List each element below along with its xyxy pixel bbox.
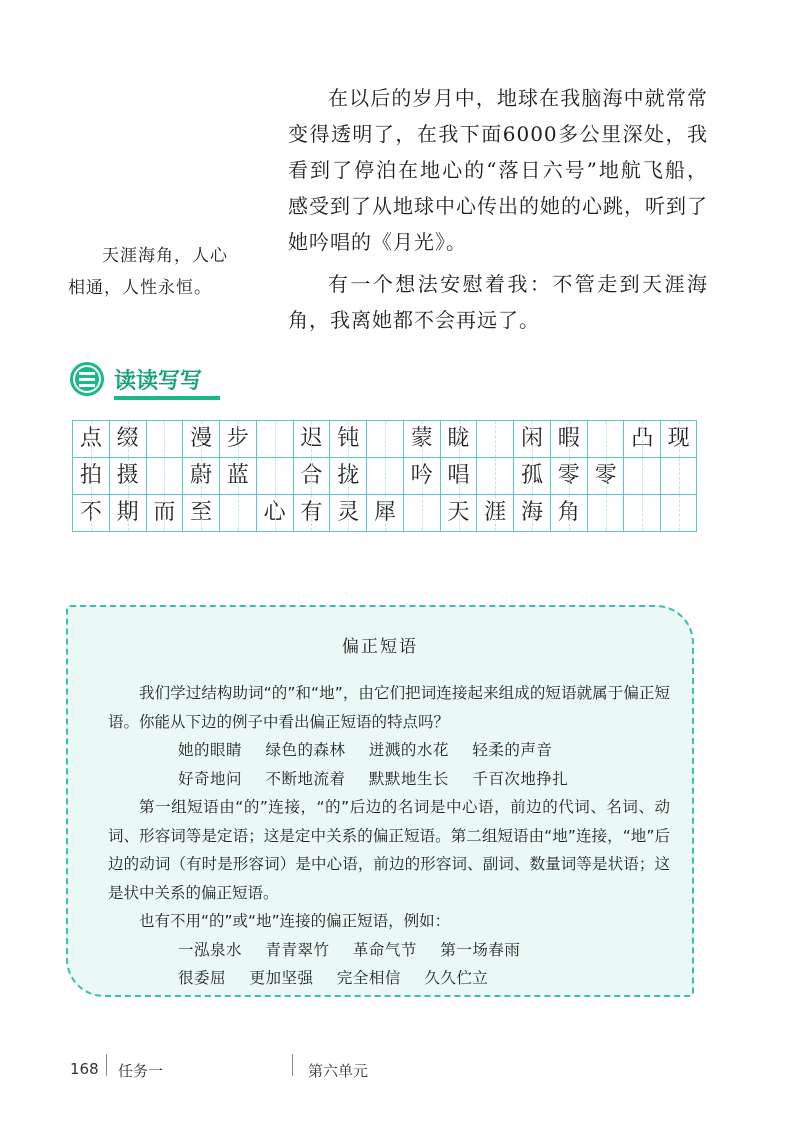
grid-cell [623,495,660,531]
grid-cell: 孤 [513,458,550,494]
grid-cell [476,458,513,494]
grid-cell: 零 [587,458,624,494]
grid-cell: 拢 [329,458,366,494]
footer-unit: 第六单元 [308,1062,369,1080]
examples-plain-row-1 [108,936,670,965]
grid-cell [660,458,697,494]
example-phrase: 第一场春雨 [440,940,521,959]
grid-cell: 角 [550,495,587,531]
footer-task: 任务一 [118,1062,164,1080]
grid-cell: 蓝 [219,458,256,494]
grid-cell: 迟 [293,421,330,457]
grid-cell: 不 [72,495,109,531]
example-phrase: 默默地生长 [368,769,449,788]
grid-cell [403,495,440,531]
grid-cell [256,421,293,457]
grid-cell: 吟 [403,458,440,494]
example-phrase: 完全相信 [336,969,401,987]
page-number: 168 [70,1060,99,1078]
example-phrase: 一泓泉水 [178,940,243,959]
example-phrase: 青青翠竹 [265,940,330,959]
example-phrase: 久久伫立 [424,969,489,987]
footer-divider [292,1054,293,1076]
section-title-underline [114,396,220,400]
examples-plain-row-2 [108,964,670,993]
grid-row-2 [72,458,697,495]
examples-di-row [108,765,670,794]
knowledge-explanation: 第一组短语由“的”连接，“的”后边的名词是中心语，前边的代词、名词、动词、形容词等是定语；这是定中关系的偏正短语。第二组短语由“地”连接，“地”后边的动词（有时是形容词）是中心语，前边的形容词、副词、数量词等是状语；这是状中关系的偏正短语。 [108,798,670,902]
grid-cell: 步 [219,421,256,457]
grid-cell: 蒙 [403,421,440,457]
grid-cell: 拍 [72,458,109,494]
example-phrase: 千百次地挣扎 [472,769,569,788]
grid-cell: 灵 [329,495,366,531]
vocabulary-grid [72,420,697,532]
grid-cell: 点 [72,421,109,457]
example-phrase: 迸溅的水花 [368,741,449,759]
grid-cell: 有 [293,495,330,531]
knowledge-box-title: 偏正短语 [342,637,418,657]
numeral-three-badge-icon [70,362,104,396]
grid-cell [146,421,183,457]
knowledge-box-body [108,679,670,993]
grid-cell: 合 [293,458,330,494]
margin-annotation-line-1: 天涯海角，人心 [102,246,228,266]
grid-cell: 缀 [109,421,146,457]
grid-cell: 而 [146,495,183,531]
grid-cell [219,495,256,531]
example-phrase: 轻柔的声音 [472,741,553,759]
grid-cell [256,458,293,494]
example-phrase: 很委屈 [178,969,227,987]
grid-cell: 天 [440,495,477,531]
grid-cell [623,458,660,494]
story-paragraph-2: 有一个想法安慰着我：不管走到天涯海角，我离她都不会再远了。 [288,272,708,332]
grid-cell: 海 [513,495,550,531]
grid-cell: 至 [182,495,219,531]
grid-cell: 漫 [182,421,219,457]
story-paragraph-1: 在以后的岁月中，地球在我脑海中就常常变得透明了，在我下面6000多公里深处，我看到了停泊在地心的“落日六号”地航飞船，感受到了从地球中心传出的她的心跳，听到了她吟唱的《月光》。 [288,86,708,254]
grid-row-3 [72,495,697,532]
grid-cell: 闲 [513,421,550,457]
grid-cell: 现 [660,421,697,457]
grid-cell [366,421,403,457]
grid-cell [587,421,624,457]
grid-cell: 零 [550,458,587,494]
grid-cell: 暇 [550,421,587,457]
margin-annotation-line-2: 相通，人性永恒。 [68,278,212,298]
grid-row-1 [72,420,697,458]
grid-cell: 钝 [329,421,366,457]
grid-cell: 唱 [440,458,477,494]
grid-cell: 涯 [476,495,513,531]
examples-de-row [108,736,670,765]
grid-cell: 犀 [366,495,403,531]
example-phrase: 更加坚强 [249,969,314,987]
example-phrase: 好奇地问 [178,769,243,788]
grid-cell: 眬 [440,421,477,457]
story-text [288,80,708,338]
example-phrase: 革命气节 [352,940,417,959]
grid-cell [660,495,697,531]
example-phrase: 她的眼睛 [178,741,243,759]
knowledge-box [66,605,694,997]
grid-cell: 蔚 [182,458,219,494]
grid-cell: 期 [109,495,146,531]
grid-cell [587,495,624,531]
grid-cell [366,458,403,494]
grid-cell [476,421,513,457]
example-phrase: 绿色的森林 [265,741,346,759]
example-phrase: 不断地流着 [265,769,346,788]
footer-divider [106,1054,107,1076]
margin-annotation [68,240,263,304]
grid-cell: 凸 [623,421,660,457]
grid-cell [146,458,183,494]
section-title: 读读写写 [114,369,203,394]
grid-cell: 心 [256,495,293,531]
knowledge-intro: 我们学过结构助词“的”和“地”，由它们把词连接起来组成的短语就属于偏正短语。你能从下边的例子中看出偏正短语的特点吗？ [108,684,670,731]
grid-cell: 摄 [109,458,146,494]
knowledge-note: 也有不用“的”或“地”连接的偏正短语，例如： [139,912,451,930]
